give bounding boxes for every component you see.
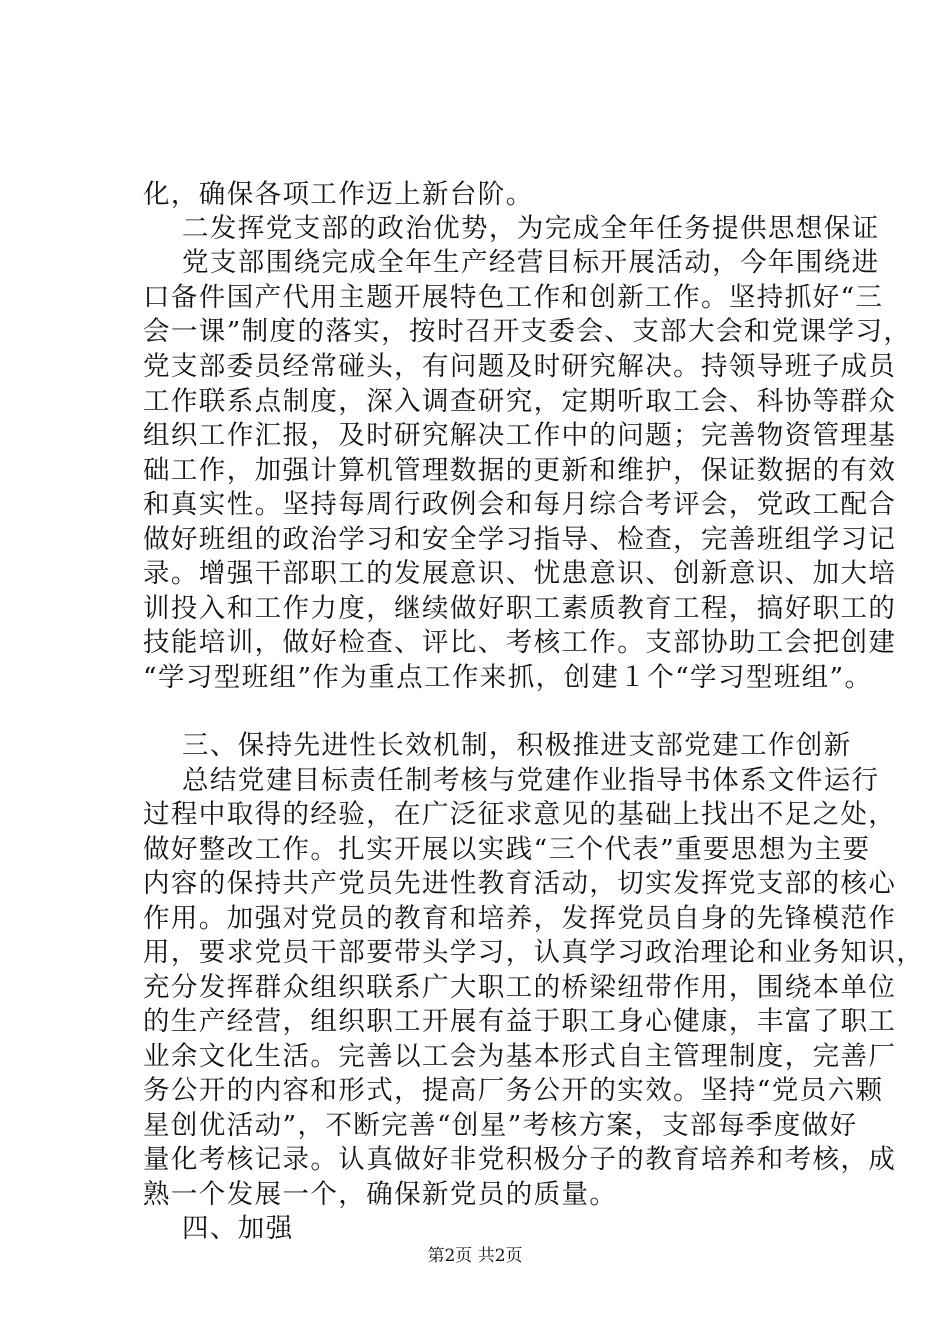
paragraph-line: 务公开的内容和形式，提高厂务公开的实效。坚持“党员六颗 [143,1075,884,1106]
page-number-footer: 第2页 共2页 [427,1246,523,1266]
paragraph-line: 化，确保各项工作迈上新台阶。 [143,179,534,210]
paragraph-line: 用，要求党员干部要带头学习，认真学习政治理论和业务知识， [143,937,925,968]
paragraph-line: 作用。加强对党员的教育和培养，发挥党员自身的先锋模范作 [143,903,897,934]
paragraph-line: 内容的保持共产党员先进性教育活动，切实发挥党支部的核心 [143,868,897,899]
paragraph-line: 础工作，加强计算机管理数据的更新和维护，保证数据的有效 [143,455,897,486]
paragraph-line: 的生产经营，组织职工开展有益于职工身心健康，丰富了职工 [143,1006,897,1037]
paragraph-line: 充分发挥群众组织联系广大职工的桥梁纽带作用，围绕本单位 [143,972,897,1003]
paragraph-line: 训投入和工作力度，继续做好职工素质教育工程，搞好职工的 [143,593,897,624]
paragraph-line: 党支部委员经常碰头，有问题及时研究解决。持领导班子成员 [143,351,897,382]
section-heading-4: 四、加强 [182,1213,294,1244]
paragraph-line: 和真实性。坚持每周行政例会和每月综合考评会，党政工配合 [143,489,897,520]
section-heading-3: 三、保持先进性长效机制，积极推进支部党建工作创新 [182,730,852,761]
paragraph-line: “学习型班组”作为重点工作来抓，创建１个“学习型班组”。 [143,662,873,693]
paragraph-line: 做好整改工作。扎实开展以实践“三个代表”重要思想为主要 [143,834,871,865]
section-heading-2: 二发挥党支部的政治优势，为完成全年任务提供思想保证 [182,213,880,244]
paragraph-line: 星创优活动”，不断完善“创星”考核方案，支部每季度做好 [143,1110,858,1141]
paragraph-line: 总结党建目标责任制考核与党建作业指导书体系文件运行 [182,765,880,796]
paragraph-line: 做好班组的政治学习和安全学习指导、检查，完善班组学习记 [143,524,897,555]
paragraph-line: 技能培训，做好检查、评比、考核工作。支部协助工会把创建 [143,627,897,658]
paragraph-line: 过程中取得的经验，在广泛征求意见的基础上找出不足之处， [143,799,897,830]
paragraph-line: 口备件国产代用主题开展特色工作和创新工作。坚持抓好“三 [143,282,884,313]
paragraph-line: 量化考核记录。认真做好非党积极分子的教育培养和考核，成 [143,1144,897,1175]
paragraph-line: 工作联系点制度，深入调查研究，定期听取工会、科协等群众 [143,386,897,417]
paragraph-line: 组织工作汇报，及时研究解决工作中的问题；完善物资管理基 [143,420,897,451]
paragraph-line: 录。增强干部职工的发展意识、忧患意识、创新意识、加大培 [143,558,897,589]
paragraph-line: 党支部围绕完成全年生产经营目标开展活动，今年围绕进 [182,247,880,278]
paragraph-line: 熟一个发展一个，确保新党员的质量。 [143,1179,618,1210]
paragraph-line: 会一课”制度的落实，按时召开支委会、支部大会和党课学习， [143,316,912,347]
paragraph-line: 业余文化生活。完善以工会为基本形式自主管理制度，完善厂 [143,1041,897,1072]
